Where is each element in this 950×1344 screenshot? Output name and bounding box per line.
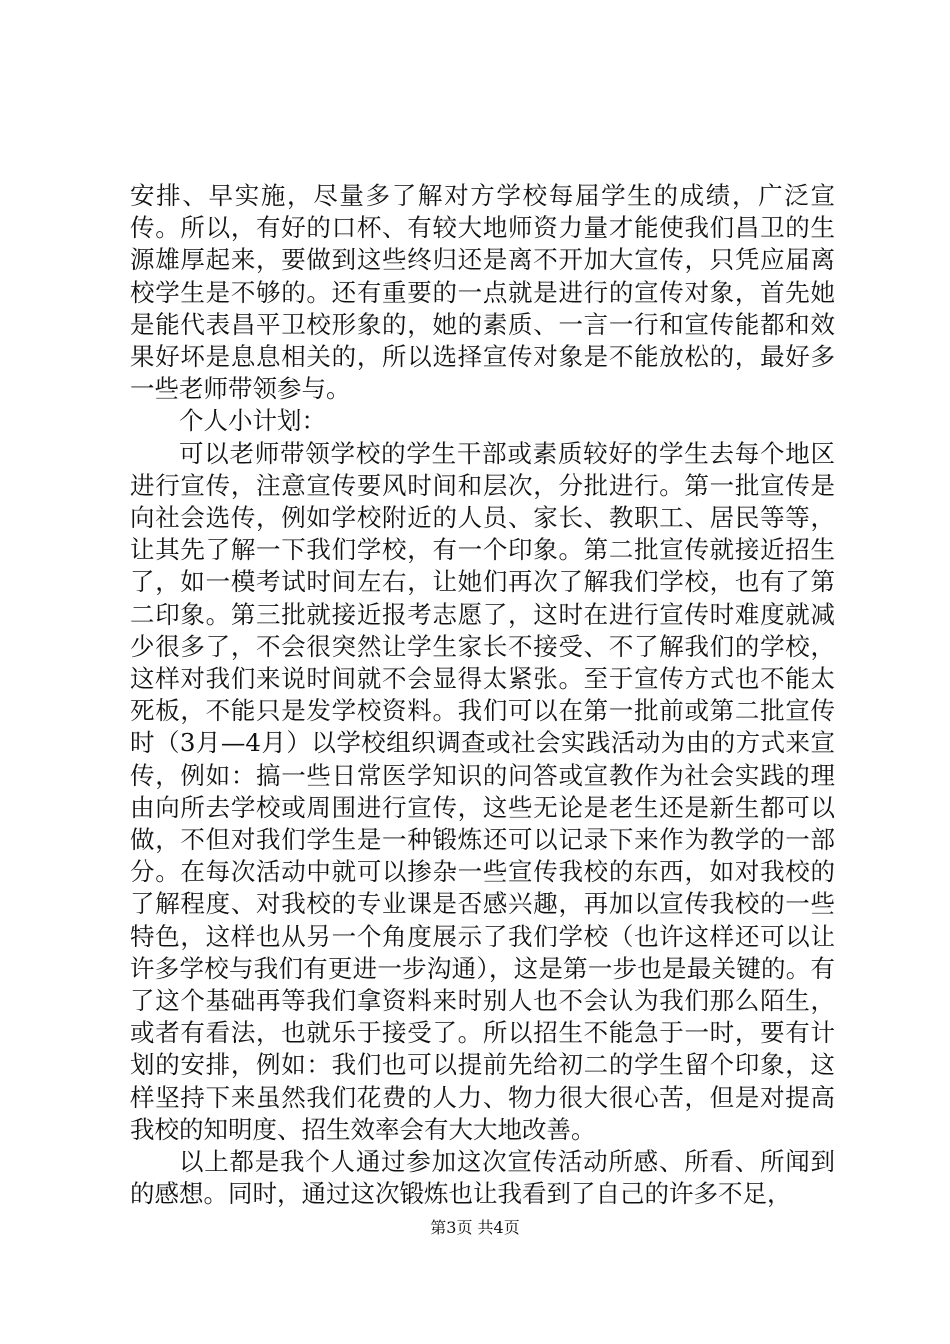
paragraph-2-heading: 个人小计划： xyxy=(179,406,326,436)
page-footer: 第3页 共4页 xyxy=(430,1218,520,1237)
paragraph-3: 可以老师带领学校的学生干部或素质较好的学生去每个地区进行宣传，注意宣传要风时间和层次，分批进行。第一批宣传是向社会选传，例如学校附近的人员、家长、教职工、居民等等，让其先了解一下我们学校，有一个印象。第二批宣传就接近招生了，如一模考试时间左右，让她们再次了解我们学校，也有了第二印象。第三批就接近报考志愿了，这时在进行宣传时难度就减少很多了，不会很突然让学生家长不接受、不了解我们的学校，这样对我们来说时间就不会显得太紧张。至于宣传方式也不能太死板，不能只是发学校资料。我们可以在第一批前或第二批宣传时（3月—4月）以学校组织调查或社会实践活动为由的方式来宣传，例如：搞一些日常医学知识的问答或宣教作为社会实践的理由向所去学校或周围进行宣传，这些无论是老生还是新生都可以做，不但对我们学生是一种锻炼还可以记录下来作为教学的一部分。在每次活动中就可以掺杂一些宣传我校的东西，如对我校的了解程度、对我校的专业课是否感兴趣，再加以宣传我校的一些特色，这样也从另一个角度展示了我们学校（也许这样还可以让许多学校与我们有更进一步沟通），这是第一步也是最关键的。有了这个基础再等我们拿资料来时别人也不会认为我们那么陌生，或者有看法，也就乐于接受了。所以招生不能急于一时，要有计划的安排，例如：我们也可以提前先给初二的学生留个印象，这样坚持下来虽然我们花费的人力、物力很大很心苦，但是对提高我校的知明度、招生效率会有大大地改善。 xyxy=(130,438,835,1144)
paragraph-4: 以上都是我个人通过参加这次宣传活动所感、所看、所闻到的感想。同时，通过这次锻炼也让我看到了自己的许多不足， xyxy=(130,1147,835,1209)
paragraph-1: 安排、早实施，尽量多了解对方学校每届学生的成绩，广泛宣传。所以，有好的口杯、有较大地师资力量才能使我们昌卫的生源雄厚起来，要做到这些终归还是离不开加大宣传，只凭应届离校学生是不够的。还有重要的一点就是进行的宣传对象，首先她是能代表昌平卫校形象的，她的素质、一言一行和宣传能都和效果好坏是息息相关的，所以选择宣传对象是不能放松的，最好多一些老师带领参与。 xyxy=(130,181,835,404)
document-body xyxy=(130,180,835,1211)
